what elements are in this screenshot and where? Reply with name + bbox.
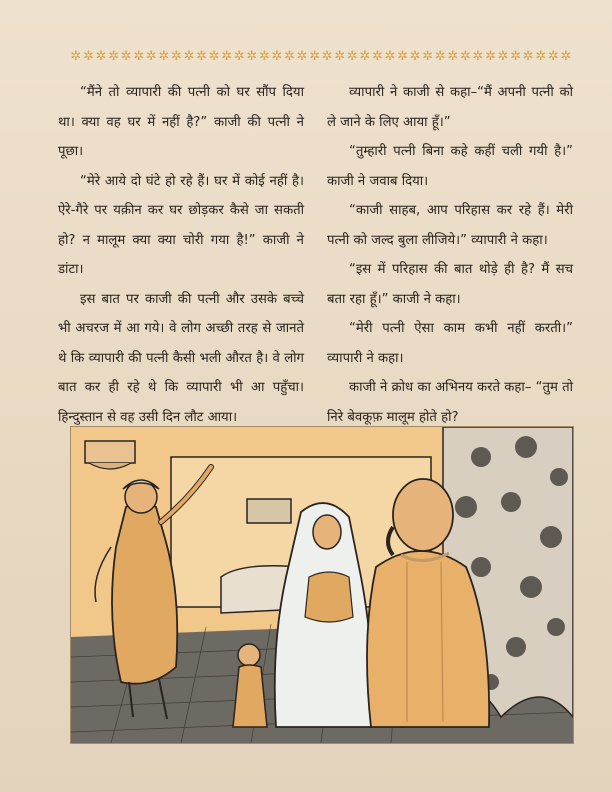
- ornament-star: ✲: [271, 49, 283, 64]
- paragraph: “मेरे आये दो घंटे हो रहे हैं। घर में कोई नहीं है। ऐरे-गैरे पर यक़ीन कर घर छोड़कर कैसे जा सकती हो? न मालूम क्या क्या चोरी गया है!” काजी ने डांटा।: [58, 173, 304, 277]
- ornament-star: ✲: [346, 49, 358, 64]
- ornament-star: ✲: [397, 49, 409, 64]
- ornament-star: ✲: [535, 49, 547, 64]
- ornament-star: ✲: [321, 49, 333, 64]
- ornament-star: ✲: [171, 49, 182, 64]
- paragraph: इस बात पर काजी की पत्नी और उसके बच्चे भी अचरज में आ गये। वे लोग अच्छी तरह से जानते थे कि व्यापारी की पत्नी कैसी भली औरत है। वे लोग बात कर ही रहे थे कि व्यापारी भी आ पहुँचा। हिन्दुस्तान से वह उसी दिन लौट आया।: [58, 291, 304, 425]
- ornament-star: ✲: [510, 49, 522, 64]
- paragraph: काजी ने क्रोध का अभिनय करते कहा– “तुम तो निरे बेवकूफ़ मालूम होते हो?: [327, 380, 573, 425]
- ornament-star: ✲: [422, 49, 434, 64]
- ornament-star: ✲: [258, 49, 270, 64]
- wall-picture: [247, 499, 291, 523]
- paragraph: “तुम्हारी पत्नी बिना कहे कहीं चली गयी है।” काजी ने जवाब दिया।: [327, 144, 573, 189]
- ornament-star: ✲: [246, 49, 258, 64]
- paragraph: “काजी साहब, आप परिहास कर रहे हैं। मेरी पत्नी को जल्द बुला लीजिये।” व्यापारी ने कहा।: [327, 203, 573, 248]
- ornament-star: ✲: [447, 49, 459, 64]
- ornament-star: ✲: [384, 49, 396, 64]
- ornament-star: ✲: [459, 49, 471, 64]
- ornament-star: ✲: [83, 49, 95, 64]
- ornament-star: ✲: [334, 49, 346, 64]
- story-illustration: [70, 426, 574, 744]
- ornament-star: ✲: [120, 49, 132, 64]
- ornament-star: ✲: [296, 49, 308, 64]
- decorative-border: [70, 50, 572, 64]
- ornament-star: ✲: [522, 49, 534, 64]
- ornament-star: ✲: [158, 49, 170, 64]
- paragraph: “इस में परिहास की बात थोड़े ही है? मैं सच बता रहा हूँ।” काजी ने कहा।: [327, 262, 573, 307]
- ornament-star: ✲: [221, 49, 233, 64]
- hanging-lamp: [85, 441, 135, 469]
- ornament-star: ✲: [284, 49, 296, 64]
- paragraph: “मैंने तो व्यापारी की पत्नी को घर सौंप दिया था। क्या वह घर में नहीं है?” काजी की पत्नी ने पूछा।: [58, 85, 304, 159]
- illustration-drawing: [71, 427, 573, 743]
- ornament-star: ✲: [472, 49, 484, 64]
- ornament-star: ✲: [485, 49, 497, 64]
- ornament-star: ✲: [196, 49, 208, 64]
- ornament-star: ✲: [434, 49, 446, 64]
- ornament-star: ✲: [108, 49, 120, 64]
- ornament-star: ✲: [183, 49, 195, 64]
- ornament-star: ✲: [133, 49, 145, 64]
- right-text-column: [327, 78, 573, 432]
- left-text-column: [58, 78, 304, 432]
- ornament-star: ✲: [233, 49, 245, 64]
- ornament-star: ✲: [497, 49, 509, 64]
- ornament-star: ✲: [372, 49, 383, 64]
- ornament-star: ✲: [309, 49, 321, 64]
- ornament-star: ✲: [145, 49, 157, 64]
- ornament-star: ✲: [359, 49, 371, 64]
- paragraph: “मेरी पत्नी ऐसा काम कभी नहीं करती।” व्यापारी ने कहा।: [327, 321, 573, 366]
- paragraph: व्यापारी ने काजी से कहा–“मैं अपनी पत्नी को ले जाने के लिए आया हूँ।”: [327, 85, 573, 130]
- ornament-star: ✲: [560, 49, 572, 64]
- ornament-star: ✲: [547, 49, 559, 64]
- ornament-star: ✲: [95, 49, 107, 64]
- ornament-star: ✲: [70, 49, 82, 64]
- ornament-star: ✲: [208, 49, 220, 64]
- ornament-star: ✲: [409, 49, 421, 64]
